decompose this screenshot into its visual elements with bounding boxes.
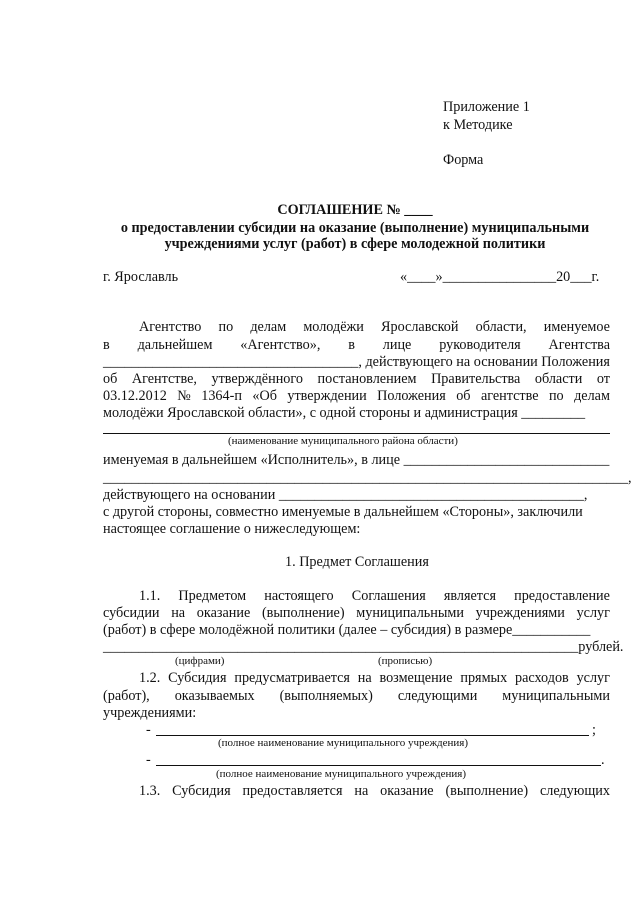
p13-line-1	[139, 782, 610, 800]
item-2-dash: -	[146, 752, 151, 768]
word: Агентства	[548, 337, 610, 353]
word: Правительства	[431, 371, 521, 387]
p12-line-2	[103, 687, 610, 705]
agreement-date: «____»________________20___г.	[400, 269, 600, 285]
word: от	[596, 371, 610, 387]
word: «Агентство»,	[240, 337, 321, 353]
word: Агентство	[139, 319, 202, 335]
word: Агентстве,	[131, 371, 197, 387]
word: (работ),	[103, 688, 150, 704]
word: следующих	[539, 783, 610, 799]
word: в	[348, 337, 355, 353]
word: на	[354, 783, 369, 799]
word: №	[177, 388, 191, 404]
word: молодёжи	[303, 319, 364, 335]
word: в	[103, 337, 110, 353]
intro-line-6: молодёжи Ярославской области», с одной стороны и администрация _________	[103, 405, 586, 421]
word: муниципальными	[356, 605, 464, 621]
word: об	[103, 371, 118, 387]
item-2-blank-line	[156, 765, 601, 766]
agreement-title: СОГЛАШЕНИЕ № ____	[277, 202, 433, 218]
word: Ярославской	[381, 319, 459, 335]
item-1-dash: -	[146, 722, 151, 738]
word: 03.12.2012	[103, 388, 167, 404]
word: на	[357, 670, 372, 686]
intro-line-1	[139, 318, 610, 336]
intro-line-5	[103, 387, 610, 405]
word: следующими	[397, 688, 478, 704]
intro-line-11: настоящее соглашение о нижеследующем:	[103, 521, 361, 537]
word: Предметом	[178, 588, 247, 604]
word: предоставление	[514, 588, 610, 604]
item-2-end: .	[601, 752, 605, 768]
word: субсидии	[103, 605, 160, 621]
word: об	[456, 388, 471, 404]
word: муниципальными	[502, 688, 610, 704]
intro-line-10: с другой стороны, совместно именуемые в дальнейшем «Стороны», заключили	[103, 504, 583, 520]
word: предоставляется	[242, 783, 343, 799]
word: расходов	[515, 670, 569, 686]
municipality-caption: (наименование муниципального района области)	[228, 435, 458, 447]
word: оказываемых	[174, 688, 255, 704]
word: утверждённого	[211, 371, 303, 387]
word: 1.2.	[139, 670, 161, 686]
word: области	[534, 371, 583, 387]
agreement-subtitle-1: о предоставлении субсидии на оказание (выполнение) муниципальными	[120, 220, 590, 236]
appendix-line2: к Методике	[443, 117, 513, 133]
word: является	[443, 588, 496, 604]
word: Субсидия	[172, 783, 231, 799]
word: оказание	[380, 783, 434, 799]
word: 1.3.	[139, 783, 161, 799]
word: Субсидия	[168, 670, 227, 686]
intro-line-9: действующего на основании ___________________________________________,	[103, 487, 588, 503]
caption-digits: (цифрами)	[175, 655, 225, 667]
word: услуг	[576, 670, 610, 686]
intro-line-8: __________________________________________________________________________,	[103, 470, 632, 486]
word: утверждении	[287, 388, 367, 404]
p12-line-3: учреждениями:	[103, 705, 197, 721]
p11-line-2	[103, 604, 610, 622]
word: делам	[574, 388, 610, 404]
caption-words: (прописью)	[378, 655, 433, 667]
word: лице	[382, 337, 412, 353]
p11-line-1	[139, 587, 610, 605]
word: постановлением	[317, 371, 417, 387]
word: Положения	[377, 388, 446, 404]
item-1-caption: (полное наименование муниципального учреждения)	[218, 737, 469, 749]
word: «Об	[252, 388, 277, 404]
p11-line-4: ___________________________________________________________________рублей.	[103, 639, 624, 655]
intro-line-2	[103, 336, 610, 354]
word: 1364-п	[201, 388, 242, 404]
word: дальнейшем	[137, 337, 213, 353]
intro-line-7: именуемая в дальнейшем «Исполнитель», в лице _____________________________	[103, 452, 610, 468]
item-1-blank-line	[156, 735, 589, 736]
word: Соглашения	[351, 588, 426, 604]
word: (выполняемых)	[279, 688, 373, 704]
word: (выполнение)	[261, 605, 345, 621]
word: руководителя	[439, 337, 521, 353]
word: агентстве	[480, 388, 539, 404]
agreement-subtitle-2: учреждениями услуг (работ) в сфере молодежной политики	[164, 236, 546, 252]
word: оказание	[196, 605, 251, 621]
municipality-name-line	[103, 433, 610, 434]
city: г. Ярославль	[103, 269, 179, 285]
word: 1.1.	[139, 588, 161, 604]
word: возмещение	[379, 670, 453, 686]
form-label: Форма	[443, 152, 484, 168]
word: области,	[475, 319, 527, 335]
word: настоящего	[264, 588, 334, 604]
word: по	[218, 319, 234, 335]
section-1-heading: 1. Предмет Соглашения	[285, 554, 429, 570]
intro-line-3: ____________________________________, действующего на основании Положения	[103, 354, 610, 370]
item-1-end: ;	[592, 722, 596, 738]
word: предусматривается	[234, 670, 350, 686]
word: услуг	[576, 605, 610, 621]
word: (выполнение)	[445, 783, 529, 799]
word: именуемое	[543, 319, 610, 335]
word: делам	[250, 319, 287, 335]
p11-line-3: (работ) в сфере молодёжной политики (далее – субсидия) в размере___________	[103, 622, 591, 638]
item-2-caption: (полное наименование муниципального учреждения)	[216, 768, 467, 780]
p12-line-1	[139, 669, 610, 687]
word: по	[548, 388, 564, 404]
word: на	[171, 605, 186, 621]
intro-line-4	[103, 370, 610, 388]
word: учреждениями	[475, 605, 565, 621]
appendix-line1: Приложение 1	[443, 99, 530, 115]
word: прямых	[460, 670, 508, 686]
